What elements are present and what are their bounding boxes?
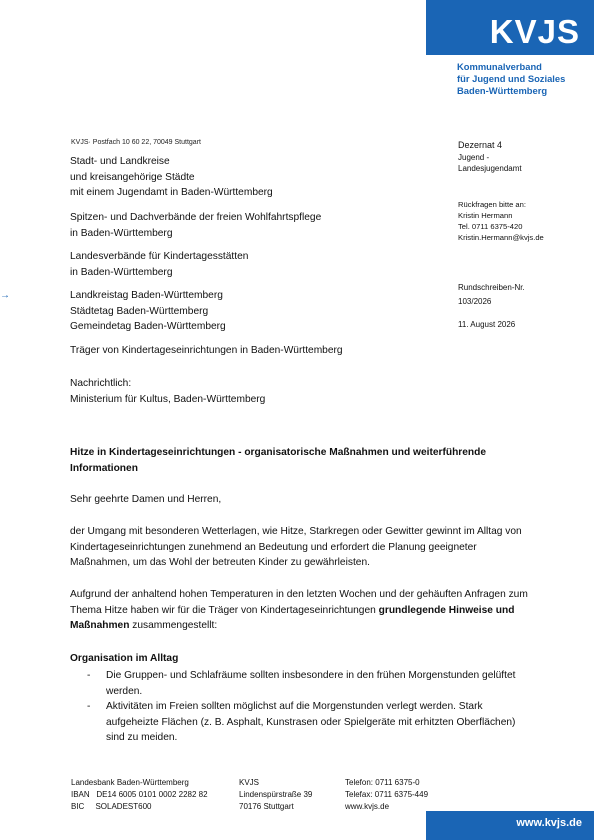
list-item-text: Die Gruppen- und Schlafräume sollten insbesondere in den frühen Morgenstunden gelüftet werden. — [106, 670, 516, 697]
recipient-group-2 — [70, 210, 321, 241]
footer-line: Telefon: 0711 6375-0 — [345, 778, 420, 787]
recipient-group-5 — [70, 343, 343, 359]
recipient-line: und kreisangehörige Städte — [70, 171, 195, 183]
department-line: Jugend - — [458, 152, 490, 162]
list-item-text: Aktivitäten im Freien sollten möglichst auf die Morgenstunden verlegt werden. Stark aufgeheizte Flächen (z. B. Asphalt, Kunstrasen oder Spielgeräte mit erhitzten Oberflächen) sind zu meiden. — [106, 701, 516, 744]
recipient-line: in Baden-Württemberg — [70, 266, 173, 278]
recipient-group-3 — [70, 249, 248, 280]
footer-contact — [345, 777, 428, 813]
sender-line: KVJS· Postfach 10 60 22, 70049 Stuttgart — [71, 139, 201, 146]
website-banner — [426, 811, 594, 840]
website-link[interactable]: www.kvjs.de — [516, 817, 582, 829]
footer-address — [239, 777, 312, 813]
organization-name — [457, 61, 565, 97]
footer-bank — [71, 777, 208, 813]
section-heading: Organisation im Alltag — [70, 653, 179, 664]
org-line-3: Baden-Württemberg — [457, 85, 548, 96]
footer-line: KVJS — [239, 778, 260, 787]
dash-icon: - — [87, 670, 91, 681]
circular-number: 103/2026 — [458, 297, 492, 306]
footer-line: Landesbank Baden-Württemberg — [71, 778, 189, 787]
contact-label: Rückfragen bitte an: — [458, 200, 526, 209]
kvjs-logo-box — [426, 0, 594, 55]
footer-website-link[interactable]: www.kvjs.de — [345, 802, 390, 811]
paragraph-2-emphasis: grundlegende Hinweise und Maßnahmen — [70, 604, 515, 632]
recipient-line: Landesverbände für Kindertagesstätten — [70, 251, 249, 262]
cc-label: Nachrichtlich: — [70, 378, 132, 389]
recipient-line: in Baden-Württemberg — [70, 227, 173, 239]
paragraph-2 — [70, 587, 530, 634]
department-block — [458, 140, 522, 175]
footer-line: Lindenspürstraße 39 — [239, 790, 313, 799]
recipient-line: Stadt- und Landkreise — [70, 156, 170, 167]
contact-name: Kristin Hermann — [458, 211, 513, 220]
org-line-1: Kommunalverband — [457, 61, 542, 72]
cc-block — [70, 376, 265, 407]
contact-block — [458, 199, 544, 243]
paragraph-2-text: Aufgrund der anhaltend hohen Temperaturen in den letzten Wochen und der gehäuften Anfragen zum Thema Hitze haben wir für die Träger von Kindertageseinrichtungen — [70, 589, 528, 616]
recipient-group-1 — [70, 154, 273, 201]
recipient-line: Träger von Kindertageseinrichtungen in Baden-Württemberg — [70, 345, 343, 356]
footer-line: Telefax: 0711 6375-449 — [345, 790, 429, 799]
recipient-group-4 — [70, 288, 226, 335]
org-line-2: für Jugend und Soziales — [457, 73, 566, 84]
dash-icon: - — [87, 701, 91, 713]
letter-date: 11. August 2026 — [458, 320, 516, 329]
salutation: Sehr geehrte Damen und Herren, — [70, 494, 222, 505]
footer-line: BIC SOLADEST600 — [71, 802, 152, 811]
recipient-line: Landkreistag Baden-Württemberg — [70, 290, 223, 301]
paragraph-2-text-end: zusammengestellt: — [129, 620, 218, 632]
kvjs-logo-text: KVJS — [489, 13, 580, 50]
fold-mark-arrow-icon: → — [0, 290, 10, 301]
paragraph-1: der Umgang mit besonderen Wetterlagen, wie Hitze, Starkregen oder Gewitter gewinnt im Alltag von Kindertageseinrichtungen zunehmend an Bedeutung und erfordert die Planung geeigneter Maßnahmen, um das Wohl der betreuten Kinder zu gewährleisten. — [70, 526, 522, 569]
cc-recipient: Ministerium für Kultus, Baden-Württemberg — [70, 393, 266, 405]
recipient-line: mit einem Jugendamt in Baden-Württemberg — [70, 187, 273, 199]
recipient-line: Städtetag Baden-Württemberg — [70, 305, 209, 317]
bullet-list — [70, 668, 530, 746]
recipient-line: Spitzen- und Dachverbände der freien Wohlfahrtspflege — [70, 212, 322, 223]
department-line: Landesjugendamt — [458, 164, 522, 173]
circular-label: Rundschreiben-Nr. — [458, 283, 525, 292]
recipient-line: Gemeindetag Baden-Württemberg — [70, 321, 226, 333]
contact-email[interactable]: Kristin.Hermann@kvjs.de — [458, 233, 544, 242]
footer-line: IBAN DE14 6005 0101 0002 2282 82 — [71, 790, 208, 799]
list-item — [70, 699, 530, 746]
list-item — [70, 668, 530, 699]
footer-line: 70176 Stuttgart — [239, 802, 294, 811]
contact-phone: Tel. 0711 6375-420 — [458, 222, 523, 231]
circular-block — [458, 281, 525, 309]
department-name: Dezernat 4 — [458, 140, 503, 150]
letter-subject: Hitze in Kindertageseinrichtungen - organisatorische Maßnahmen und weiterführende Informationen — [70, 447, 487, 474]
